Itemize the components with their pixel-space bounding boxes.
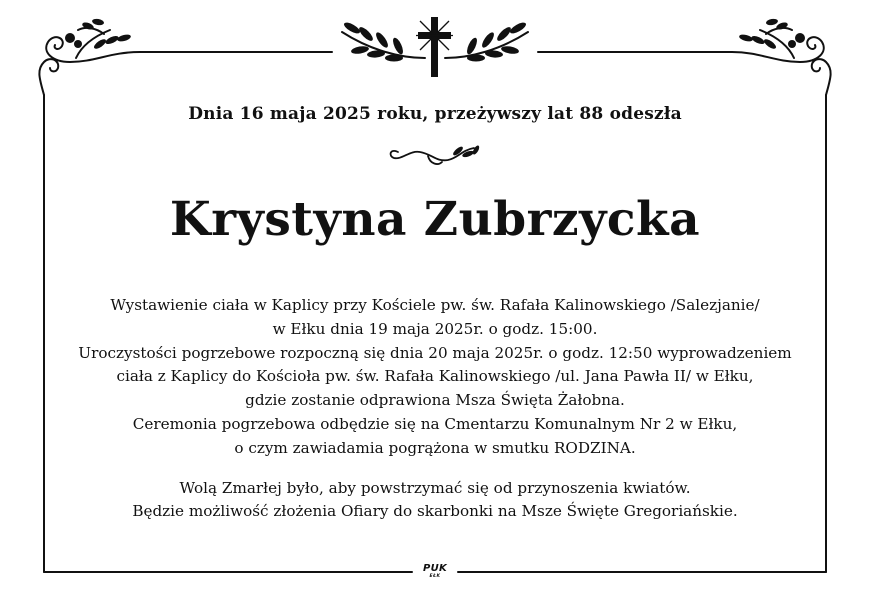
announcement-line: Uroczystości pogrzebowe rozpoczną się dnia 20 maja 2025r. o godz. 12:50 wyprowadzeniem: [78, 343, 792, 362]
announcement-line: ciała z Kaplicy do Kościoła pw. św. Rafała Kalinowskiego /ul. Jana Pawła II/ w Ełku,: [116, 367, 754, 386]
wish-line: Będzie możliwość złożenia Ofiary do skarbonki na Msze Święte Gregoriańskie.: [132, 502, 738, 521]
announcement-line: Wystawienie ciała w Kaplicy przy Kościele pw. św. Rafała Kalinowskiego /Salezjanie/: [110, 296, 760, 314]
announcement-text: [40, 294, 830, 524]
wish-line: Wolą Zmarłej było, aby powstrzymać się od przynoszenia kwiatów.: [179, 478, 691, 497]
announcement-line: w Ełku dnia 19 maja 2025r. o godz. 15:00.: [272, 319, 598, 338]
logo-main-text: PUK: [422, 563, 448, 574]
announcement-line: gdzie zostanie odprawiona Msza Święta Żałobna.: [245, 391, 625, 410]
leaf-cluster-right: [738, 18, 805, 50]
paragraph-gap: [40, 461, 830, 477]
leaf-cluster-left: [65, 18, 132, 50]
announcement-line: Ceremonia pogrzebowa odbędzie się na Cmentarzu Komunalnym Nr 2 w Ełku,: [132, 414, 738, 433]
deceased-name: Krystyna Zubrzycka: [169, 192, 701, 247]
announcement-line: o czym zawiadamia pogrążona w smutku RODZINA.: [234, 438, 636, 457]
lead-line: Dnia 16 maja 2025 roku, przeżywszy lat 88 odeszła: [188, 104, 682, 124]
logo-sub-text: EŁK: [429, 574, 441, 579]
puk-logo: [420, 563, 450, 579]
